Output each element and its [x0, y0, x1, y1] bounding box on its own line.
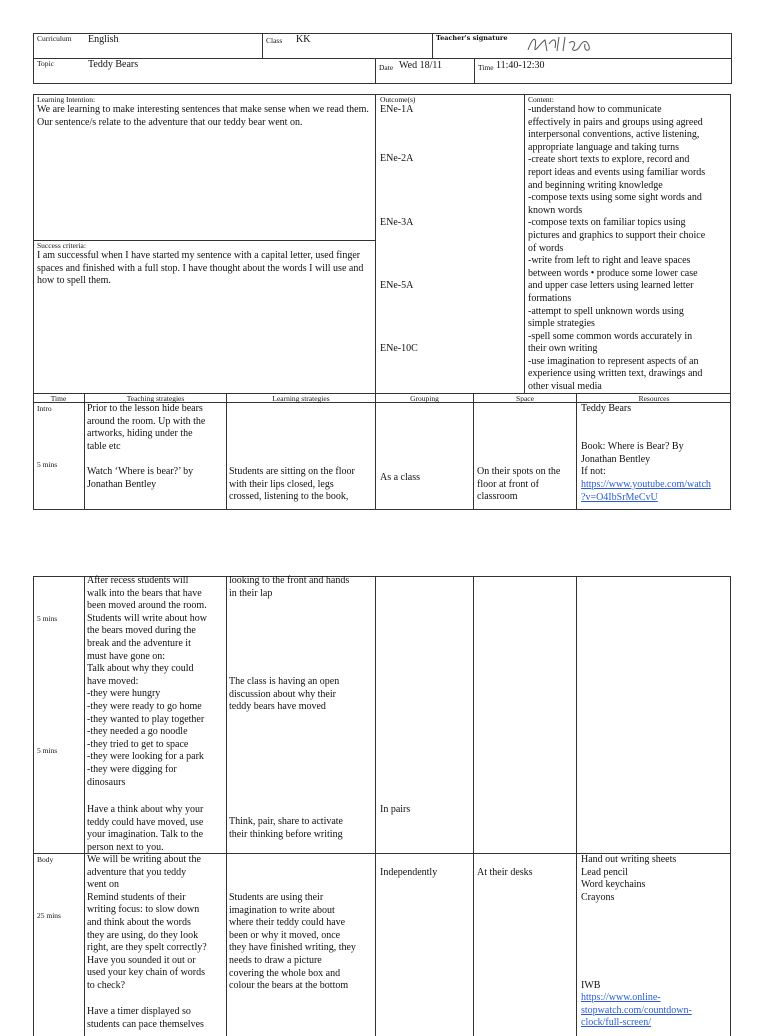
row1-think-text: Have a think about why your teddy could have moved, use your imagination. Talk to the person next to you.	[87, 804, 204, 853]
curriculum-value: English	[88, 34, 119, 45]
content-line: and beginning writing knowledge	[528, 179, 663, 191]
column-header-resources: Resources	[638, 394, 670, 403]
topic-value: Teddy Bears	[88, 59, 139, 70]
topic-label: Topic	[37, 59, 54, 68]
content-line: effectively in pairs and groups using agreed	[528, 116, 703, 128]
row1-time-mins-2: 5 mins	[37, 746, 58, 755]
body-grouping-text: Independently	[380, 867, 438, 878]
column-header-teaching: Teaching strategies	[126, 394, 185, 403]
column-header-grouping: Grouping	[410, 394, 439, 403]
row1-learning-text: looking to the front and hands in their lap	[229, 575, 350, 599]
body-space-text: At their desks	[477, 867, 533, 878]
intro-grouping-text: As a class	[380, 472, 420, 483]
content-line: -spell some common words accurately in	[528, 330, 693, 342]
intro-resources-book: Book: Where is Bear? By Jonathan Bentley If not:	[581, 441, 684, 478]
content-line: pictures and graphics to support their choice	[528, 229, 706, 241]
content-line: -attempt to spell unknown words using	[528, 305, 684, 317]
curriculum-cell	[34, 34, 263, 59]
row1-grouping-text: In pairs	[380, 804, 411, 815]
time-label: Time	[478, 63, 494, 72]
intro-resources-teddy: Teddy Bears	[581, 403, 632, 414]
content-line: of words	[528, 242, 564, 254]
content-line: between words • produce some lower case	[528, 267, 698, 279]
body-resources-text: Hand out writing sheets Lead pencil Word keychains Crayons	[581, 854, 677, 903]
intro-learning-text: Students are sitting on the floor with their lips closed, legs crossed, listening to the book,	[229, 466, 355, 503]
curriculum-label: Curriculum	[37, 34, 72, 43]
outcome-item: ENe-5A	[380, 280, 414, 291]
content-line: -compose texts on familiar topics using	[528, 217, 686, 229]
time-cell	[475, 59, 732, 84]
teacher-signature	[525, 34, 597, 56]
success-criteria-label: Success criteria:	[37, 241, 86, 250]
signature-label: Teacher's signature	[436, 34, 508, 42]
class-cell	[263, 34, 433, 59]
content-line: -create short texts to explore, record and	[528, 154, 690, 166]
stopwatch-link[interactable]: https://www.online- stopwatch.com/countdown- clock/full-screen/	[581, 992, 692, 1029]
content-line: -compose texts using some sight words and	[528, 192, 702, 204]
content-line: known words	[528, 204, 583, 216]
column-header-learning: Learning strategies	[272, 394, 330, 403]
learning-intention-text: We are learning to make interesting sentences that make sense when we read them. Our sentence/s relate to the adventure that our teddy bear went on.	[37, 104, 369, 128]
content-line: other visual media	[528, 381, 602, 393]
topic-cell	[34, 59, 376, 84]
outcome-item: ENe-1A	[380, 104, 414, 115]
body-timer-text: Have a timer displayed so students can pace themselves	[87, 1006, 204, 1030]
row1-think-pair-share-text: Think, pair, share to activate their thinking before writing	[229, 816, 343, 840]
content-line: interpersonal conventions, active listening,	[528, 129, 700, 141]
content-line: simple strategies	[528, 318, 595, 330]
intro-teaching-text: Prior to the lesson hide bears around the room. Up with the artworks, hiding under the table etc	[87, 403, 206, 452]
date-label: Date	[379, 63, 394, 72]
header-table	[33, 33, 732, 84]
content-list	[528, 104, 730, 394]
body-resources-iwb: IWB	[581, 980, 601, 991]
intro-watch-text: Watch ‘Where is bear?’ by Jonathan Bentley	[87, 466, 194, 490]
class-value: KK	[296, 34, 311, 45]
learning-intention-label: Learning Intention:	[37, 95, 96, 104]
content-line: their own writing	[528, 343, 598, 355]
column-header-space: Space	[516, 394, 534, 403]
content-line: -use imagination to represent aspects of an	[528, 355, 699, 367]
outcome-item: ENe-2A	[380, 153, 414, 164]
intro-space-text: On their spots on the floor at front of classroom	[477, 466, 561, 503]
content-line: experience using written text, drawings and	[528, 368, 703, 380]
body-teaching-text: We will be writing about the adventure that you teddy went on Remind students of their writing focus: to slow down and think about the words they are using, do they look right, are they spelt correctly? Have you sounded it out or used your key chain of words to check?	[87, 854, 207, 991]
column-header-time: Time	[50, 394, 67, 403]
row1-teaching-text: After recess students will walk into the bears that have been moved around the room. Students will write about how the bears moved during the break and the adventure it must have gone on: Talk about why they could have moved: -they were hungry -they were ready to go home -they wanted to play together -they needed a go noodle -they tried to get to space -they were looking for a park -they were digging for dinosaurs	[87, 575, 207, 788]
planning-grid-page-2	[33, 576, 731, 1036]
content-line: -write from left to right and leave spaces	[528, 255, 691, 267]
youtube-link[interactable]: https://www.youtube.com/watch ?v=O4IbSrMeCvU	[581, 479, 711, 503]
body-time-mins: 25 mins	[37, 911, 61, 920]
planning-grid	[33, 94, 731, 510]
row1-time-mins: 5 mins	[37, 614, 58, 623]
content-line: report ideas and events using familiar words	[528, 166, 706, 178]
content-line: formations	[528, 292, 572, 304]
body-learning-text: Students are using their imagination to write about where their teddy could have been or why it moved, once they have finished writing, they needs to draw a picture covering the whole box and colour the bears at the bottom	[229, 892, 356, 992]
success-criteria-text: I am successful when I have started my sentence with a capital letter, used finger spaces and finished with a full stop. I have thought about the words I will use and how to spell them.	[37, 250, 364, 287]
outcome-item: ENe-3A	[380, 217, 414, 228]
intro-time-label: Intro	[37, 404, 52, 413]
signature-cell	[433, 34, 732, 59]
row1-discussion-text: The class is having an open discussion about why their teddy bears have moved	[229, 676, 340, 713]
intro-time-mins: 5 mins	[37, 460, 58, 469]
date-value: Wed 18/11	[399, 60, 442, 71]
time-value: 11:40-12:30	[496, 60, 545, 71]
body-time-label: Body	[37, 855, 54, 864]
content-label: Content:	[528, 95, 554, 104]
date-cell	[376, 59, 475, 84]
content-line: appropriate language and taking turns	[528, 141, 680, 153]
content-line: and upper case letters using learned letter	[528, 280, 694, 292]
content-line: -understand how to communicate	[528, 104, 662, 115]
class-label: Class	[266, 36, 283, 45]
outcomes-label: Outcome(s)	[380, 95, 416, 104]
outcome-item: ENe-10C	[380, 343, 418, 354]
